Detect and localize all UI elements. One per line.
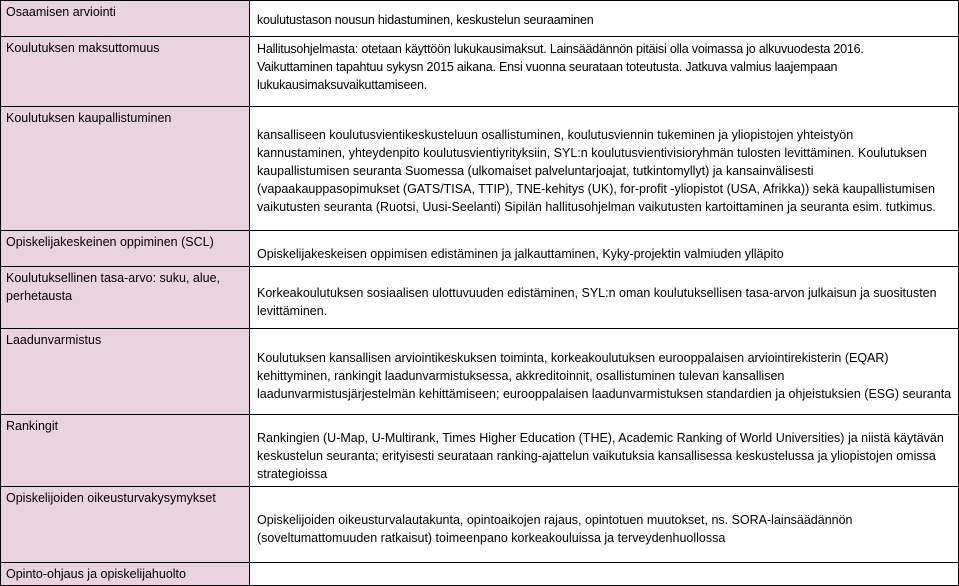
description-cell	[249, 106, 959, 231]
topic-cell	[0, 562, 250, 586]
table-row	[0, 106, 959, 231]
description-line: strategioissa	[257, 467, 328, 481]
topic-cell	[0, 106, 250, 231]
description-cell	[249, 266, 959, 329]
description-line: Hallitusohjelmasta: otetaan käyttöön lukukausimaksut. Lainsäädännön pitäisi olla voimassa jo alkuvuodesta 2016.	[257, 42, 864, 56]
description-line: Vaikuttaminen tapahtuu sykysn 2015 aikana. Ensi vuonna seurataan toteutusta. Jatkuva valmius laajempaan	[257, 60, 838, 74]
table-row	[0, 266, 959, 329]
description-line: (vapaakauppasopimukset (GATS/TISA, TTIP), TNE-kehitys (UK), for-profit -yliopistot (USA, Afrikka)) sekä kaupallistumisen	[257, 182, 935, 196]
description-cell	[249, 414, 959, 487]
topic-label: perhetausta	[6, 289, 73, 303]
topic-cell	[0, 266, 250, 329]
topic-label: Koulutuksellinen tasa-arvo: suku, alue,	[6, 271, 221, 285]
table-row	[0, 36, 959, 107]
topic-cell	[0, 414, 250, 487]
table-row	[0, 230, 959, 267]
topic-label: Opiskelijakeskeinen oppiminen (SCL)	[6, 235, 214, 249]
description-line: kehittyminen, rankingit laadunvarmistuksessa, akkreditoinnit, osallistuminen tulevan kansallisen	[257, 369, 785, 383]
description-line: keskustelun seuranta; erityisesti seurataan ranking-ajattelun vaikutuksia kansallisessa keskustelussa ja yliopistojen omissa	[257, 449, 936, 463]
table-row	[0, 328, 959, 415]
topic-label: Koulutuksen kaupallistuminen	[6, 111, 172, 125]
description-cell	[249, 230, 959, 267]
description-cell	[249, 328, 959, 415]
description-cell	[249, 36, 959, 107]
description-line: Korkeakoulutuksen sosiaalisen ulottuvuuden edistäminen, SYL:n oman koulutuksellisen tasa-arvon julkaisun ja suositusten	[257, 286, 937, 300]
topic-cell	[0, 230, 250, 267]
table-row	[0, 486, 959, 563]
topic-cell	[0, 328, 250, 415]
table-row	[0, 562, 959, 586]
description-line: kannustaminen, yhteydenpito koulutusvientiyrityksiin, SYL:n koulutusvientivisioryhmän tulosten levittäminen. Koulutuksen	[257, 146, 927, 160]
topic-label: Rankingit	[6, 419, 59, 433]
description-cell	[249, 0, 959, 37]
topic-cell	[0, 0, 250, 37]
description-line: Rankingien (U-Map, U-Multirank, Times Higher Education (THE), Academic Ranking of World Universities) ja niistä käytävän	[257, 431, 944, 445]
description-line: laadunvarmistusjärjestelmän kehittämiseen; eurooppalaisen laadunvarmistuksen standardien ja ohjeistuksien (ESG) seuranta	[257, 387, 952, 401]
topic-label: Opinto-ohjaus ja opiskelijahuolto	[6, 567, 186, 581]
description-line: (soveltumattomuuden ratkaisut) toimeenpano korkeakouluissa ja terveydenhuollossa	[257, 531, 726, 545]
description-line: kansalliseen koulutusvientikeskusteluun osallistuminen, koulutusviennin tukeminen ja yliopistojen yhteistyön	[257, 128, 854, 142]
description-line: lukukausimaksuvaikuttamiseen.	[257, 78, 427, 92]
table-row	[0, 0, 959, 37]
topic-cell	[0, 486, 250, 563]
description-line: koulutustason nousun hidastuminen, keskustelun seuraaminen	[257, 13, 594, 27]
topic-label: Opiskelijoiden oikeusturvakysymykset	[6, 491, 216, 505]
table-row	[0, 414, 959, 487]
description-line: levittäminen.	[257, 304, 328, 318]
description-cell	[249, 486, 959, 563]
description-line: Opiskelijakeskeisen oppimisen edistäminen ja jalkauttaminen, Kyky-projektin valmiuden ylläpito	[257, 247, 784, 261]
description-line: Koulutuksen kansallisen arviointikeskuksen toiminta, korkeakoulutuksen eurooppalaisen arviointirekisterin (EQAR)	[257, 351, 889, 365]
topic-label: Koulutuksen maksuttomuus	[6, 41, 160, 55]
description-line: kaupallistumisen seuranta Suomessa (ulkomaiset palveluntarjoajat, tutkintomyllyt) ja kansainvälisesti	[257, 164, 814, 178]
description-cell	[249, 562, 959, 586]
topic-label: Osaamisen arviointi	[6, 5, 116, 19]
description-line: Opiskelijoiden oikeusturvalautakunta, opintoaikojen rajaus, opintotuen muutokset, ns. SORA-lainsäädännön	[257, 513, 853, 527]
topic-label: Laadunvarmistus	[6, 333, 102, 347]
topic-cell	[0, 36, 250, 107]
description-line: vaikutusten seuranta (Ruotsi, Uusi-Seelanti) Sipilän hallitusohjelman vaikutusten kartoittaminen ja seuranta esim. tutkimus.	[257, 200, 936, 214]
